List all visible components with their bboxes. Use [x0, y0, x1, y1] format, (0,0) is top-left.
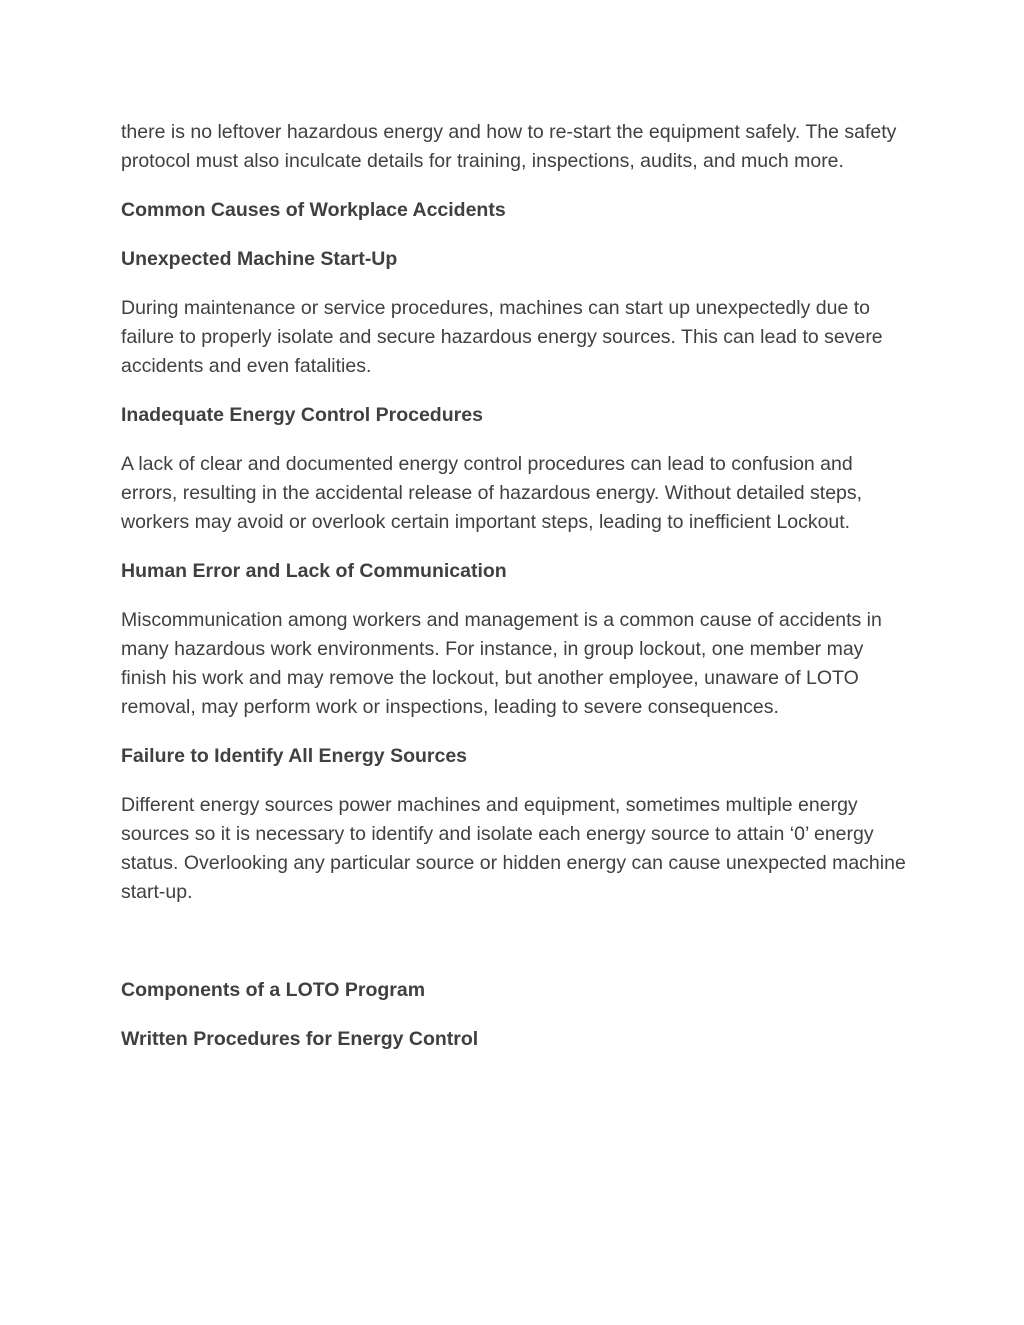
- paragraph-human-error: Miscommunication among workers and management is a common cause of accidents in many hazardous work environments. For instance, in group lockout, one member may finish his work and may remove the lockout, but another employee, unaware of LOTO removal, may perform work or inspections, leading to severe consequences.: [121, 609, 882, 718]
- document-body: [121, 118, 911, 1054]
- paragraph-energy-sources: Different energy sources power machines and equipment, sometimes multiple energy sources so it is necessary to identify and isolate each energy source to attain ‘0’ energy status. Overlooking any particular source or hidden energy can cause unexpected machine start-up.: [121, 794, 906, 903]
- subheading-energy-sources: Failure to Identify All Energy Sources: [121, 745, 468, 767]
- subheading-unexpected-start-up: Unexpected Machine Start-Up: [121, 248, 398, 270]
- paragraph-inadequate-procedures: A lack of clear and documented energy control procedures can lead to confusion and errors, resulting in the accidental release of hazardous energy. Without detailed steps, workers may avoid or overlook certain important steps, leading to inefficient Lockout.: [121, 453, 863, 533]
- subheading-human-error: Human Error and Lack of Communication: [121, 560, 507, 582]
- section-title-loto-components: Components of a LOTO Program: [121, 979, 426, 1001]
- subheading-inadequate-procedures: Inadequate Energy Control Procedures: [121, 404, 483, 426]
- section-title-common-causes: Common Causes of Workplace Accidents: [121, 199, 506, 221]
- subheading-written-procedures: Written Procedures for Energy Control: [121, 1028, 479, 1050]
- paragraph-unexpected-start-up: During maintenance or service procedures, machines can start up unexpectedly due to failure to properly isolate and secure hazardous energy sources. This can lead to severe accidents and even fatalities.: [121, 297, 883, 377]
- intro-paragraph: there is no leftover hazardous energy and how to re-start the equipment safely. The safety protocol must also inculcate details for training, inspections, audits, and much more.: [121, 121, 897, 172]
